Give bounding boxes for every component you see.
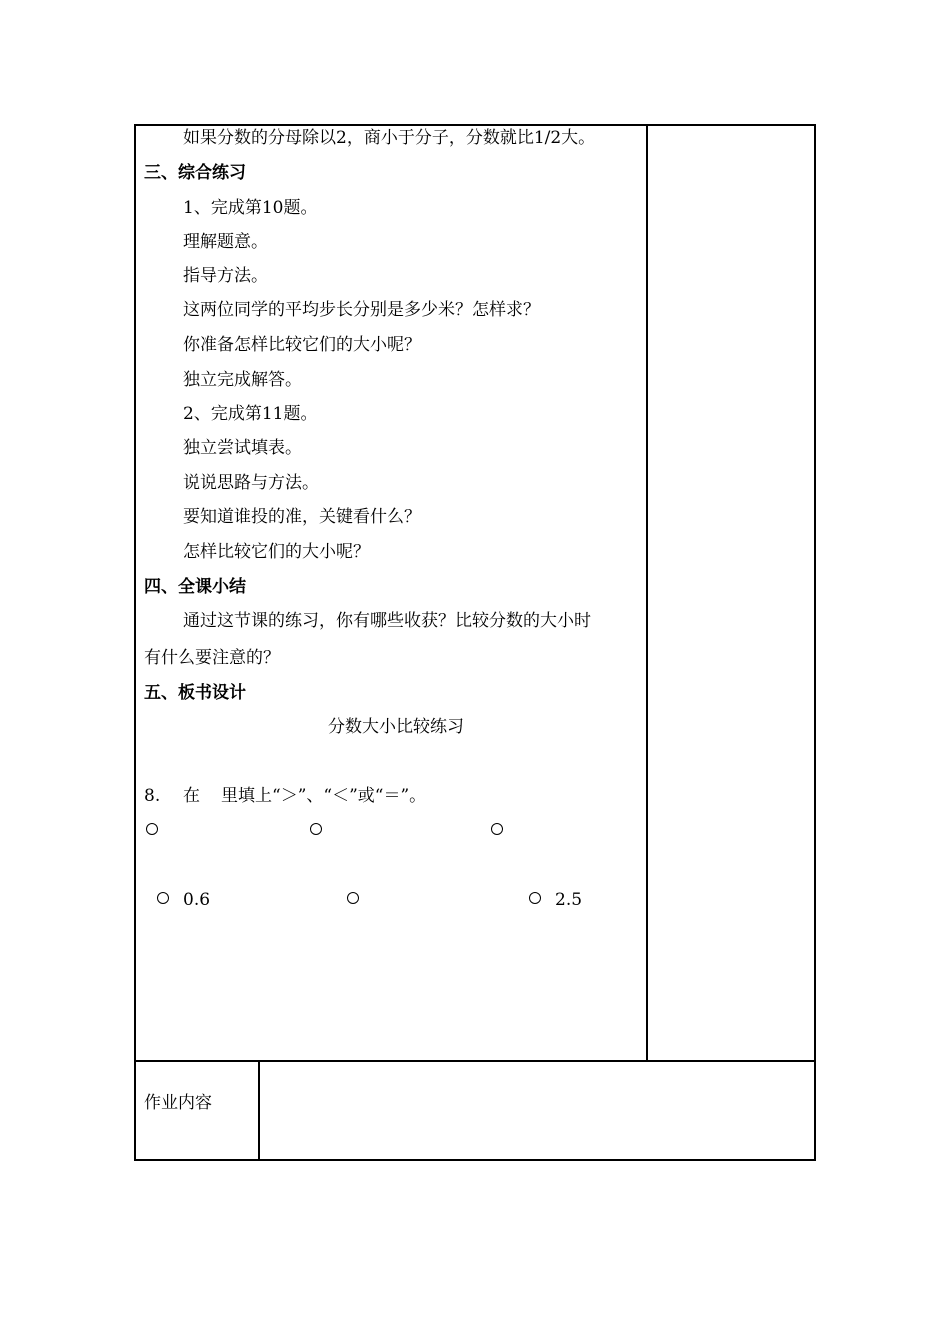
section-heading: 三、综合练习 [144, 163, 246, 183]
table-border-right [814, 124, 816, 1161]
exercise-instruction: 里填上“＞”、“＜”或“＝”。 [221, 786, 427, 806]
text-line: 你准备怎样比较它们的大小呢？ [183, 335, 421, 355]
text-line: 要知道谁投的准，关键看什么？ [183, 507, 421, 527]
text-line: 通过这节课的练习，你有哪些收获？比较分数的大小时 [183, 611, 591, 631]
blank-circle-icon [491, 823, 503, 835]
text-line: 指导方法。 [183, 266, 268, 286]
text-line: 如果分数的分母除以2，商小于分子，分数就比1/2大。 [183, 128, 596, 148]
row-divider [134, 1060, 816, 1062]
text-line: 这两位同学的平均步长分别是多少米？怎样求？ [183, 300, 540, 320]
homework-label-divider [258, 1060, 260, 1160]
text-line: 怎样比较它们的大小呢？ [183, 542, 370, 562]
text-line: 有什么要注意的？ [144, 648, 280, 668]
board-title: 分数大小比较练习 [328, 717, 464, 737]
table-border-left [134, 124, 136, 1161]
blank-circle-icon [146, 823, 158, 835]
homework-label: 作业内容 [144, 1093, 212, 1113]
text-line: 理解题意。 [183, 232, 268, 252]
blank-circle-icon [310, 823, 322, 835]
exercise-word: 在 [183, 786, 200, 806]
section-heading: 五、板书设计 [144, 683, 246, 703]
text-line: 说说思路与方法。 [183, 473, 319, 493]
blank-circle-icon [157, 892, 169, 904]
exercise-number: 8. [144, 786, 161, 806]
text-line: 2、完成第11题。 [183, 404, 318, 424]
text-line: 独立尝试填表。 [183, 438, 302, 458]
text-line: 1、完成第10题。 [183, 198, 318, 218]
text-line: 独立完成解答。 [183, 370, 302, 390]
comparison-value: 0.6 [183, 890, 211, 910]
section-heading: 四、全课小结 [144, 577, 246, 597]
comparison-value: 2.5 [555, 890, 583, 910]
blank-circle-icon [529, 892, 541, 904]
blank-circle-icon [347, 892, 359, 904]
table-border-bottom [134, 1159, 816, 1161]
notes-cell [648, 126, 814, 1060]
